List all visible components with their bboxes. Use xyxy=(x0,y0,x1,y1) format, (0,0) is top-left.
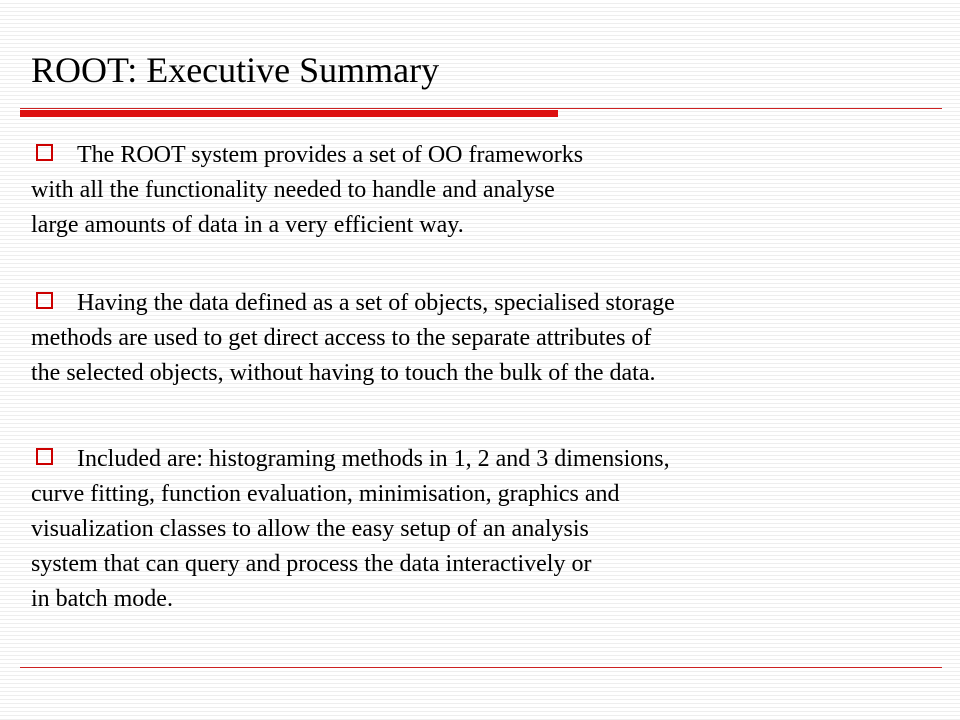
paragraph-text: system that can query and process the data interactively or xyxy=(31,551,592,577)
bullet-line xyxy=(31,442,931,477)
bullet-paragraph-2 xyxy=(31,286,931,391)
title-divider-thin xyxy=(20,108,942,109)
bullet-paragraph-1 xyxy=(31,138,931,243)
paragraph-text: with all the functionality needed to handle and analyse xyxy=(31,177,555,203)
paragraph-text: in batch mode. xyxy=(31,586,173,612)
footer-divider xyxy=(20,667,942,668)
bullet-paragraph-3 xyxy=(31,442,931,617)
paragraph-text: Included are: histograming methods in 1, 2 and 3 dimensions, xyxy=(77,446,670,472)
paragraph-text: curve fitting, function evaluation, minimisation, graphics and xyxy=(31,481,620,507)
hollow-square-icon xyxy=(36,448,53,465)
title-divider-accent xyxy=(20,110,558,117)
bullet-line xyxy=(31,286,931,321)
paragraph-text: methods are used to get direct access to the separate attributes of xyxy=(31,325,652,351)
paragraph-text: large amounts of data in a very efficient way. xyxy=(31,212,464,238)
paragraph-text: The ROOT system provides a set of OO frameworks xyxy=(77,142,584,168)
hollow-square-icon xyxy=(36,144,53,161)
paragraph-text: the selected objects, without having to touch the bulk of the data. xyxy=(31,360,656,386)
slide-title: ROOT: Executive Summary xyxy=(31,50,440,90)
bullet-line xyxy=(31,138,931,173)
paragraph-text: visualization classes to allow the easy setup of an analysis xyxy=(31,516,589,542)
hollow-square-icon xyxy=(36,292,53,309)
paragraph-text: Having the data defined as a set of objects, specialised storage xyxy=(77,290,675,316)
